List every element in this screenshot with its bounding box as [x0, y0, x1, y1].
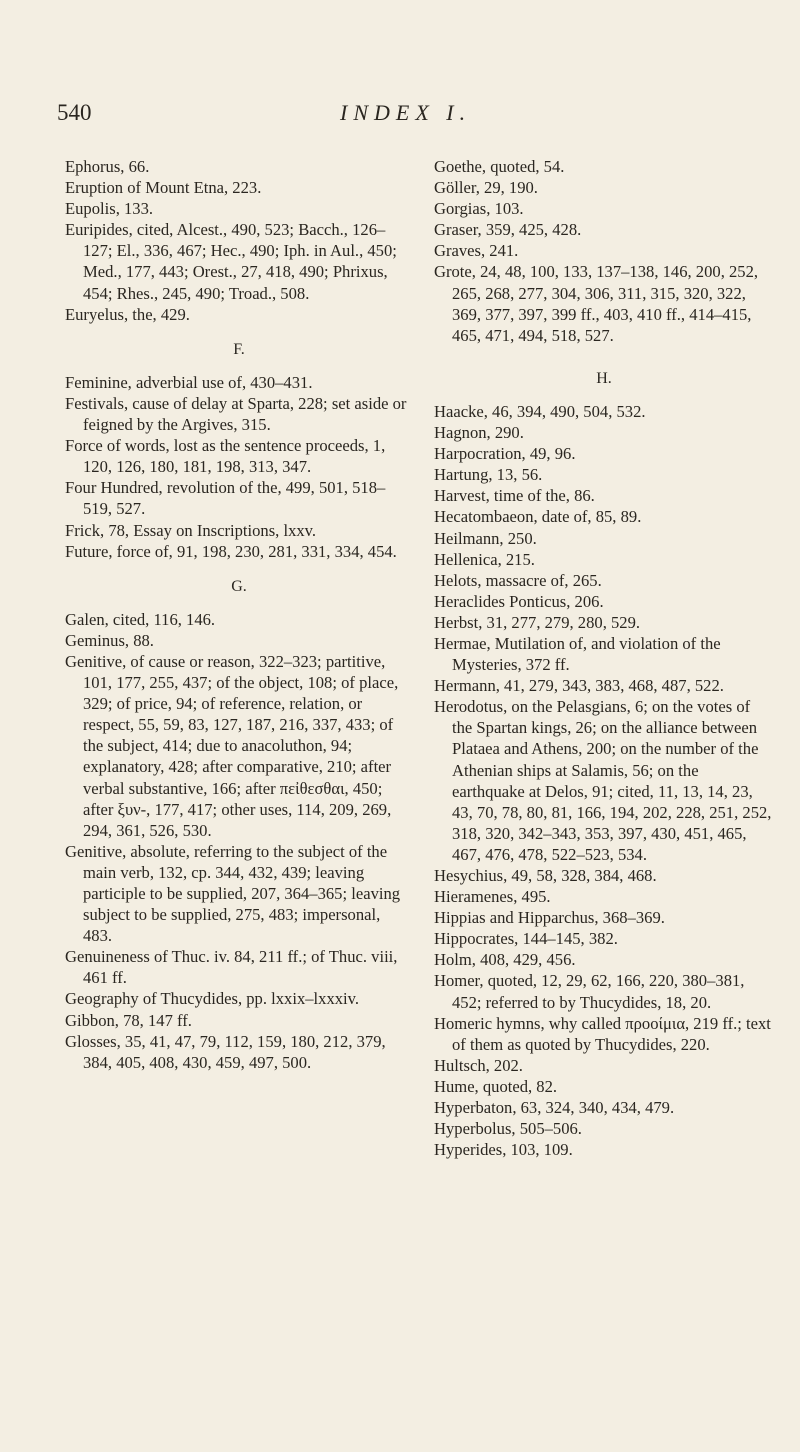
index-entry: Hume, quoted, 82.	[434, 1076, 558, 1096]
section-letter: H.	[596, 369, 612, 387]
section-letter: G.	[231, 577, 247, 595]
index-entry: Helots, massacre of, 265.	[434, 570, 602, 590]
index-entry: Festivals, cause of delay at Sparta, 228; set aside or feigned by the Argives, 315.	[65, 393, 407, 435]
index-entry: Galen, cited, 116, 146.	[65, 609, 216, 629]
index-entry: Eruption of Mount Etna, 223.	[65, 178, 262, 198]
index-entry: Geography of Thucydides, pp. lxxix–lxxxiv.	[65, 989, 360, 1009]
index-entry: Geminus, 88.	[65, 630, 154, 650]
index-entry: Hermann, 41, 279, 343, 383, 468, 487, 522.	[434, 676, 724, 696]
index-entry: Hyperbaton, 63, 324, 340, 434, 479.	[434, 1098, 675, 1118]
index-entry: Force of words, lost as the sentence proceeds, 1, 120, 126, 180, 181, 198, 313, 347.	[65, 436, 386, 477]
index-entry: Feminine, adverbial use of, 430–431.	[65, 372, 313, 392]
index-entry: Euripides, cited, Alcest., 490, 523; Bacch., 126–127; El., 336, 467; Hec., 490; Iph. in Aul., 450; Med., 177, 443; Orest., 27, 418, 490; Phrixus, 454; Rhes., 245, 490; Troad., 508.	[65, 220, 397, 303]
index-entry: Genitive, absolute, referring to the subject of the main verb, 132, cp. 344, 432, 439; leaving participle to be supplied, 207, 364–365; leaving subject to be supplied, 275, 483; impersonal, 483.	[65, 841, 401, 946]
index-entry: Hultsch, 202.	[434, 1055, 523, 1075]
index-entry: Harpocration, 49, 96.	[434, 444, 576, 464]
index-entry: Grote, 24, 48, 100, 133, 137–138, 146, 200, 252, 265, 268, 277, 304, 306, 311, 315, 320, 322, 369, 377, 397, 399 ff., 403, 410 ff., 414–415, 465, 471, 494, 518, 527.	[434, 262, 759, 345]
index-entry: Hesychius, 49, 58, 328, 384, 468.	[434, 866, 657, 885]
index-entry: Gibbon, 78, 147 ff.	[65, 1010, 192, 1030]
index-entry: Holm, 408, 429, 456.	[434, 950, 576, 970]
index-entry: Homeric hymns, why called προοίμια, 219 ff.; text of them as quoted by Thucydides, 220.	[434, 1013, 771, 1054]
running-title: INDEX I.	[340, 100, 472, 125]
index-entry: Gorgias, 103.	[434, 199, 524, 219]
index-entry: Herbst, 31, 277, 279, 280, 529.	[434, 612, 641, 632]
index-entry: Hermae, Mutilation of, and violation of the Mysteries, 372 ff.	[434, 633, 721, 675]
index-entry: Hyperbolus, 505–506.	[434, 1119, 582, 1139]
index-entry: Hagnon, 290.	[434, 423, 524, 443]
index-entry: Glosses, 35, 41, 47, 79, 112, 159, 180, 212, 379, 384, 405, 408, 430, 459, 497, 500.	[65, 1031, 386, 1072]
index-entry: Hippias and Hipparchus, 368–369.	[434, 908, 665, 928]
index-entry: Hippocrates, 144–145, 382.	[434, 929, 618, 949]
index-entry: Goethe, quoted, 54.	[434, 157, 565, 176]
index-entry: Haacke, 46, 394, 490, 504, 532.	[434, 401, 646, 421]
index-entry: Hieramenes, 495.	[434, 887, 551, 907]
index-entry: Hellenica, 215.	[434, 549, 535, 569]
index-entry: Harvest, time of the, 86.	[434, 486, 595, 506]
index-entry: Hartung, 13, 56.	[434, 465, 543, 485]
index-entry: Future, force of, 91, 198, 230, 281, 331, 334, 454.	[65, 541, 397, 561]
index-column-left	[65, 156, 413, 1073]
index-entry: Göller, 29, 190.	[434, 178, 538, 198]
page-number: 540	[57, 100, 92, 125]
index-entry: Heraclides Ponticus, 206.	[434, 591, 604, 611]
index-entry: Hecatombaeon, date of, 85, 89.	[434, 507, 642, 527]
index-entry: Four Hundred, revolution of the, 499, 501, 518–519, 527.	[65, 478, 386, 519]
index-entry: Genitive, of cause or reason, 322–323; partitive, 101, 177, 255, 437; of the object, 108; of place, 329; of price, 94; of reference, relation, or respect, 55, 59, 83, 127, 187, 216, 337, 433; of the subject, 414; due to anacoluthon, 94; explanatory, 428; after comparative, 210; after verbal substantive, 166; after πεἰθεσθαι, 450; after ξυν-, 177, 417; other uses, 114, 209, 269, 294, 361, 526, 530.	[65, 651, 399, 840]
section-letter: F.	[233, 340, 245, 358]
index-entry: Frick, 78, Essay on Inscriptions, lxxv.	[65, 520, 317, 540]
index-entry: Eupolis, 133.	[65, 199, 154, 219]
index-entry: Graves, 241.	[434, 241, 519, 261]
index-entry: Homer, quoted, 12, 29, 62, 166, 220, 380–381, 452; referred to by Thucydides, 18, 20.	[434, 971, 745, 1012]
index-entry: Ephorus, 66.	[65, 157, 150, 176]
index-entry: Euryelus, the, 429.	[65, 304, 190, 324]
index-entry: Heilmann, 250.	[434, 528, 537, 548]
index-entry: Genuineness of Thuc. iv. 84, 211 ff.; of Thuc. viii, 461 ff.	[65, 947, 398, 988]
index-entry: Herodotus, on the Pelasgians, 6; on the votes of the Spartan kings, 26; on the alliance between Plataea and Athens, 200; on the number of the Athenian ships at Salamis, 56; on the earthquake at Delos, 91; cited, 11, 13, 14, 23, 43, 70, 78, 80, 81, 166, 194, 202, 228, 251, 252, 318, 320, 342–343, 353, 397, 430, 451, 465, 467, 476, 478, 522–523, 534.	[434, 697, 772, 864]
index-column-right	[434, 156, 774, 1160]
index-entry: Graser, 359, 425, 428.	[434, 220, 582, 240]
index-entry: Hyperides, 103, 109.	[434, 1140, 573, 1160]
